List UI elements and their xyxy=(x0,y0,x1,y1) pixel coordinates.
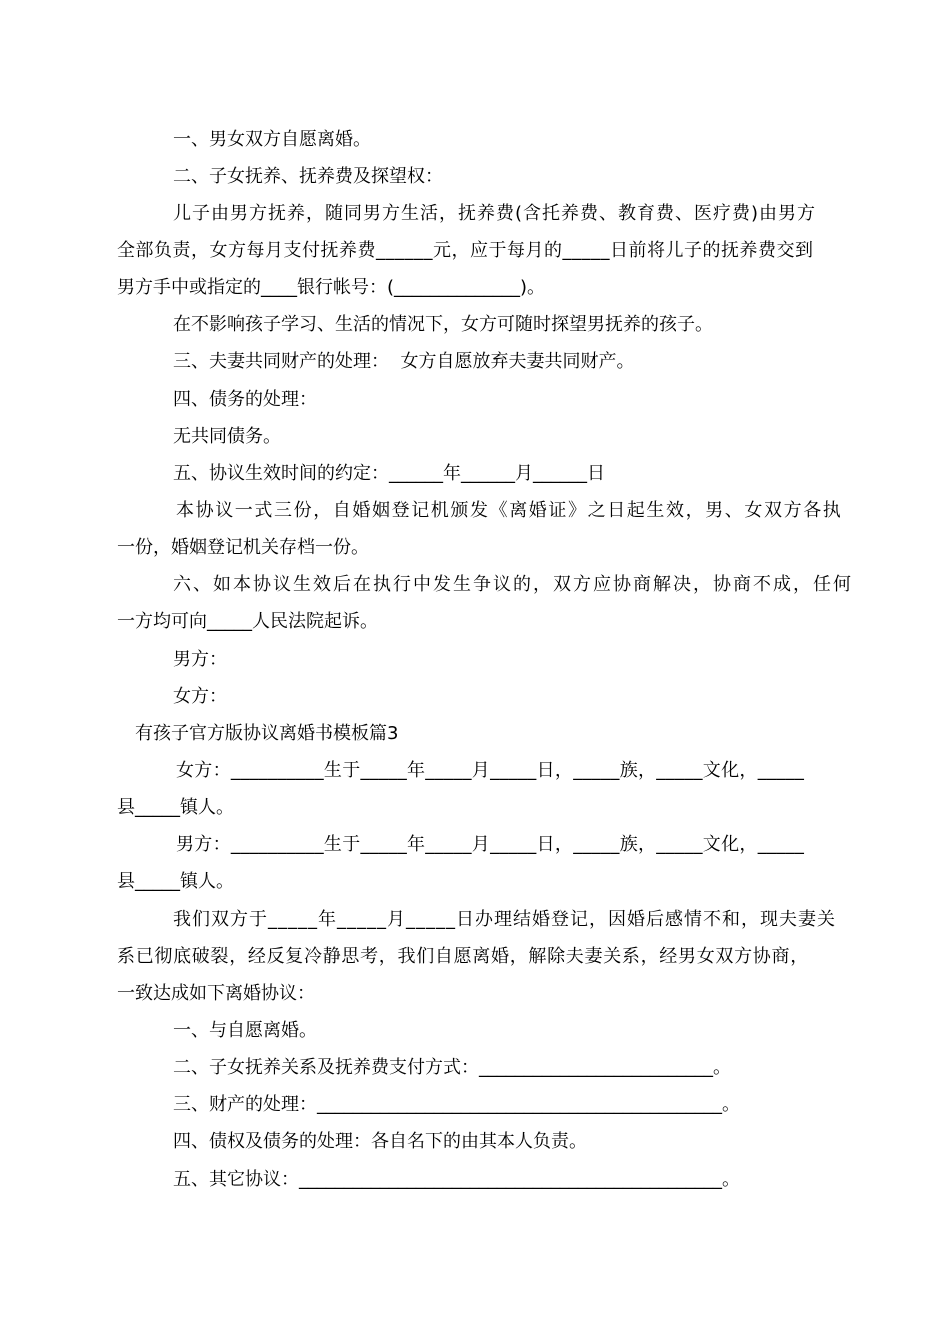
text-line: 三、财产的处理：_____________________________________________。 xyxy=(173,1094,740,1115)
section-title: 有孩子官方版协议离婚书模板篇3 xyxy=(135,723,399,744)
text-line: 在不影响孩子学习、生活的情况下，女方可随时探望男抚养的孩子。 xyxy=(173,314,713,335)
text-line: 女方： xyxy=(173,686,227,707)
text-line: 四、债权及债务的处理：各自名下的由其本人负责。 xyxy=(173,1131,587,1152)
text-line: 本协议一式三份，自婚姻登记机颁发《离婚证》之日起生效，男、女双方各执 xyxy=(176,500,843,521)
text-line: 二、子女抚养、抚养费及探望权： xyxy=(173,166,443,187)
text-line: 县_____镇人。 xyxy=(117,797,234,818)
text-line: 男方：__________生于_____年_____月_____日，_____族，_____文化，_____ xyxy=(176,834,805,855)
text-line: 一致达成如下离婚协议： xyxy=(117,983,315,1004)
text-line: 男方： xyxy=(173,649,227,670)
text-line: 一方均可向_____人民法院起诉。 xyxy=(117,611,378,632)
text-line: 一、男女双方自愿离婚。 xyxy=(173,129,371,150)
text-line: 四、债务的处理： xyxy=(173,389,317,410)
text-line: 五、其它协议：_______________________________________________。 xyxy=(173,1169,740,1190)
text-line: 五、协议生效时间的约定：______年______月______日 xyxy=(173,463,605,484)
text-line: 三、夫妻共同财产的处理： 女方自愿放弃夫妻共同财产。 xyxy=(173,351,635,372)
text-line: 系已彻底破裂，经反复冷静思考，我们自愿离婚，解除夫妻关系，经男女双方协商， xyxy=(117,946,809,967)
text-line: 一份，婚姻登记机关存档一份。 xyxy=(117,537,369,558)
text-line: 县_____镇人。 xyxy=(117,871,234,892)
text-line: 女方：__________生于_____年_____月_____日，_____族，_____文化，_____ xyxy=(176,760,805,781)
text-line: 二、子女抚养关系及抚养费支付方式：__________________________。 xyxy=(173,1057,731,1078)
text-line: 一、与自愿离婚。 xyxy=(173,1020,317,1041)
text-line: 儿子由男方抚养，随同男方生活，抚养费(含托养费、教育费、医疗费)由男方 xyxy=(173,203,817,224)
text-line: 无共同债务。 xyxy=(173,426,281,447)
text-line: 六、如本协议生效后在执行中发生争议的，双方应协商解决，协商不成，任何 xyxy=(173,574,853,595)
text-line: 男方手中或指定的____银行帐号：(______________)。 xyxy=(117,277,546,298)
text-line: 全部负责，女方每月支付抚养费______元，应于每月的_____日前将儿子的抚养费交到 xyxy=(117,240,814,261)
text-line: 我们双方于_____年_____月_____日办理结婚登记，因婚后感情不和，现夫妻关 xyxy=(173,909,836,930)
